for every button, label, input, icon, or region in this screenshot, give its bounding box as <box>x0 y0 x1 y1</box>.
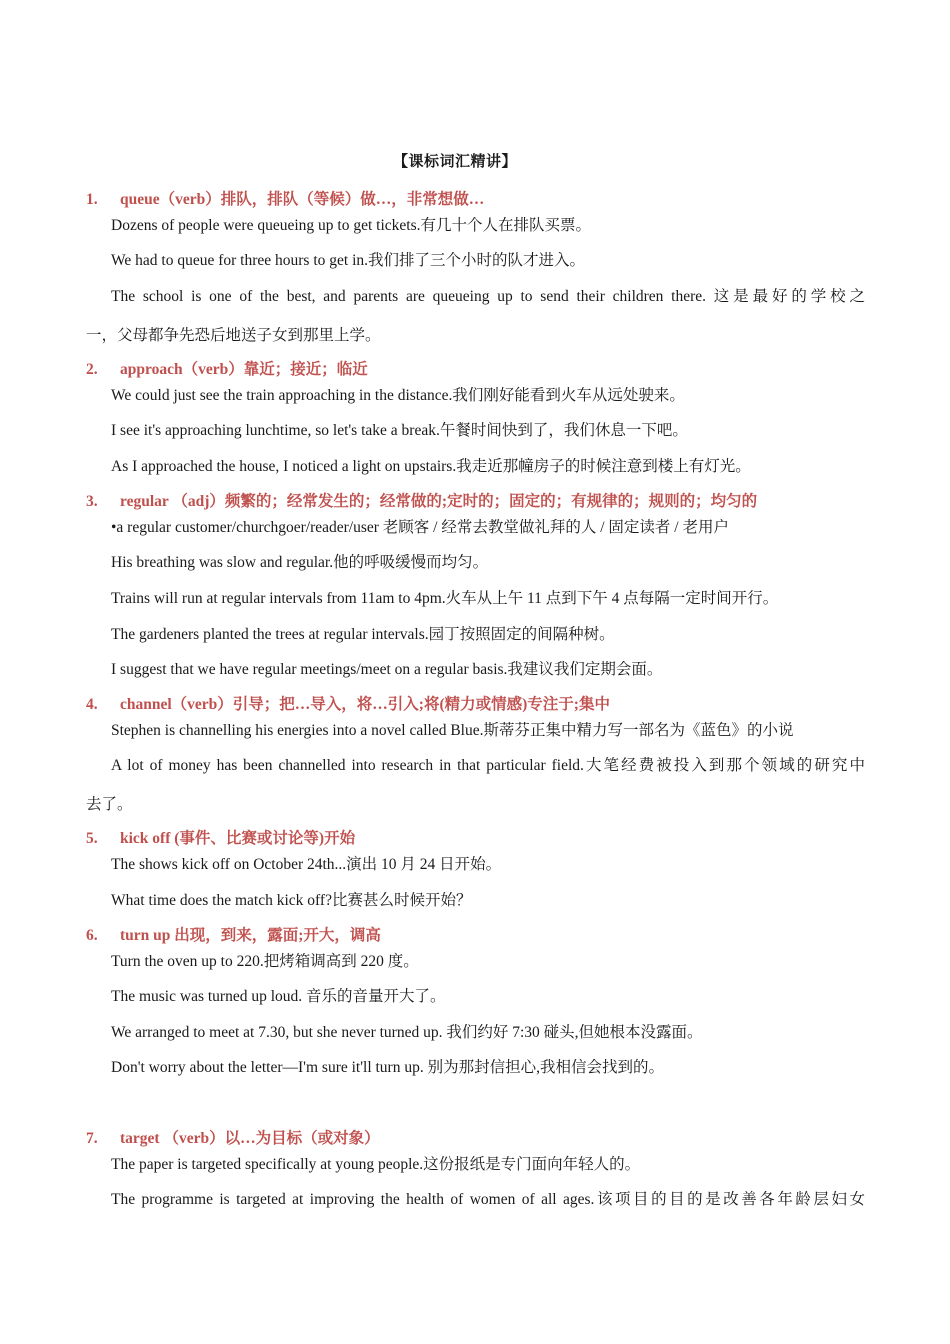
example-line: Stephen is channelling his energies into a novel called Blue.斯蒂芬正集中精力写一部名为《蓝色》的小说 <box>111 722 794 739</box>
example-line: Trains will run at regular intervals from 11am to 4pm.火车从上午 11 点到下午 4 点每隔一定时间开行。 <box>111 590 779 607</box>
entry-heading-regular <box>86 489 757 511</box>
example-line-continued: 去了。 <box>86 796 133 813</box>
entry-number: 6. <box>86 927 98 944</box>
entry-heading-turn-up <box>86 923 381 945</box>
entry-heading-approach <box>86 357 368 379</box>
entry-head-text: turn up 出现，到来，露面;开大，调高 <box>120 927 381 944</box>
entry-head-text: approach（verb）靠近；接近；临近 <box>120 361 368 378</box>
example-line: We arranged to meet at 7.30, but she never turned up. 我们约好 7:30 碰头,但她根本没露面。 <box>111 1024 703 1041</box>
entry-number: 5. <box>86 830 98 847</box>
example-line: The shows kick off on October 24th...演出 10 月 24 日开始。 <box>111 856 502 873</box>
example-line: I suggest that we have regular meetings/meet on a regular basis.我建议我们定期会面。 <box>111 661 663 678</box>
entry-head-text: queue（verb）排队，排队（等候）做…，非常想做… <box>120 191 485 208</box>
example-line: We could just see the train approaching in the distance.我们刚好能看到火车从远处驶来。 <box>111 387 685 404</box>
example-line: The gardeners planted the trees at regular intervals.园丁按照固定的间隔种树。 <box>111 626 615 643</box>
example-line: The school is one of the best, and parents are queueing up to send their children there. 这是最好的学校之 <box>111 288 865 305</box>
entry-heading-kick-off <box>86 826 355 848</box>
example-line: The programme is targeted at improving the health of women of all ages.该项目的目的是改善各年龄层妇女 <box>111 1191 865 1208</box>
example-line: •a regular customer/churchgoer/reader/user 老顾客 / 经常去教堂做礼拜的人 / 固定读者 / 老用户 <box>111 519 729 536</box>
example-line: What time does the match kick off?比赛甚么时候开始？ <box>111 892 472 909</box>
entry-heading-queue <box>86 187 484 209</box>
entry-number: 1. <box>86 191 98 208</box>
entry-head-text: target （verb）以…为目标（或对象） <box>120 1130 380 1147</box>
entry-head-text: kick off (事件、比赛或讨论等)开始 <box>120 830 356 847</box>
example-line: I see it's approaching lunchtime, so let's take a break.午餐时间快到了，我们休息一下吧。 <box>111 422 688 439</box>
entry-heading-channel <box>86 692 610 714</box>
example-line-continued: 一，父母都争先恐后地送子女到那里上学。 <box>86 327 381 344</box>
entry-number: 4. <box>86 696 98 713</box>
example-line: Dozens of people were queueing up to get tickets.有几十个人在排队买票。 <box>111 217 591 234</box>
example-line: A lot of money has been channelled into research in that particular field.大笔经费被投入到那个领域的研究中 <box>111 757 865 774</box>
example-line: The music was turned up loud. 音乐的音量开大了。 <box>111 988 446 1005</box>
entry-head-text: regular （adj）频繁的；经常发生的；经常做的;定时的；固定的；有规律的；规则的；均匀的 <box>120 493 758 510</box>
example-line: The paper is targeted specifically at young people.这份报纸是专门面向年轻人的。 <box>111 1156 641 1173</box>
entry-number: 2. <box>86 361 98 378</box>
example-line: Turn the oven up to 220.把烤箱调高到 220 度。 <box>111 953 419 970</box>
section-title: 【课标词汇精讲】 <box>392 154 517 170</box>
entry-number: 7. <box>86 1130 98 1147</box>
example-line: His breathing was slow and regular.他的呼吸缓慢而均匀。 <box>111 554 489 571</box>
entry-number: 3. <box>86 493 98 510</box>
example-line: As I approached the house, I noticed a light on upstairs.我走近那幢房子的时候注意到楼上有灯光。 <box>111 458 751 475</box>
example-line: Don't worry about the letter—I'm sure it'll turn up. 别为那封信担心,我相信会找到的。 <box>111 1059 664 1076</box>
example-line: We had to queue for three hours to get in.我们排了三个小时的队才进入。 <box>111 252 586 269</box>
entry-heading-target <box>86 1126 380 1148</box>
entry-head-text: channel（verb）引导；把…导入，将…引入;将(精力或情感)专注于;集中 <box>120 696 610 713</box>
